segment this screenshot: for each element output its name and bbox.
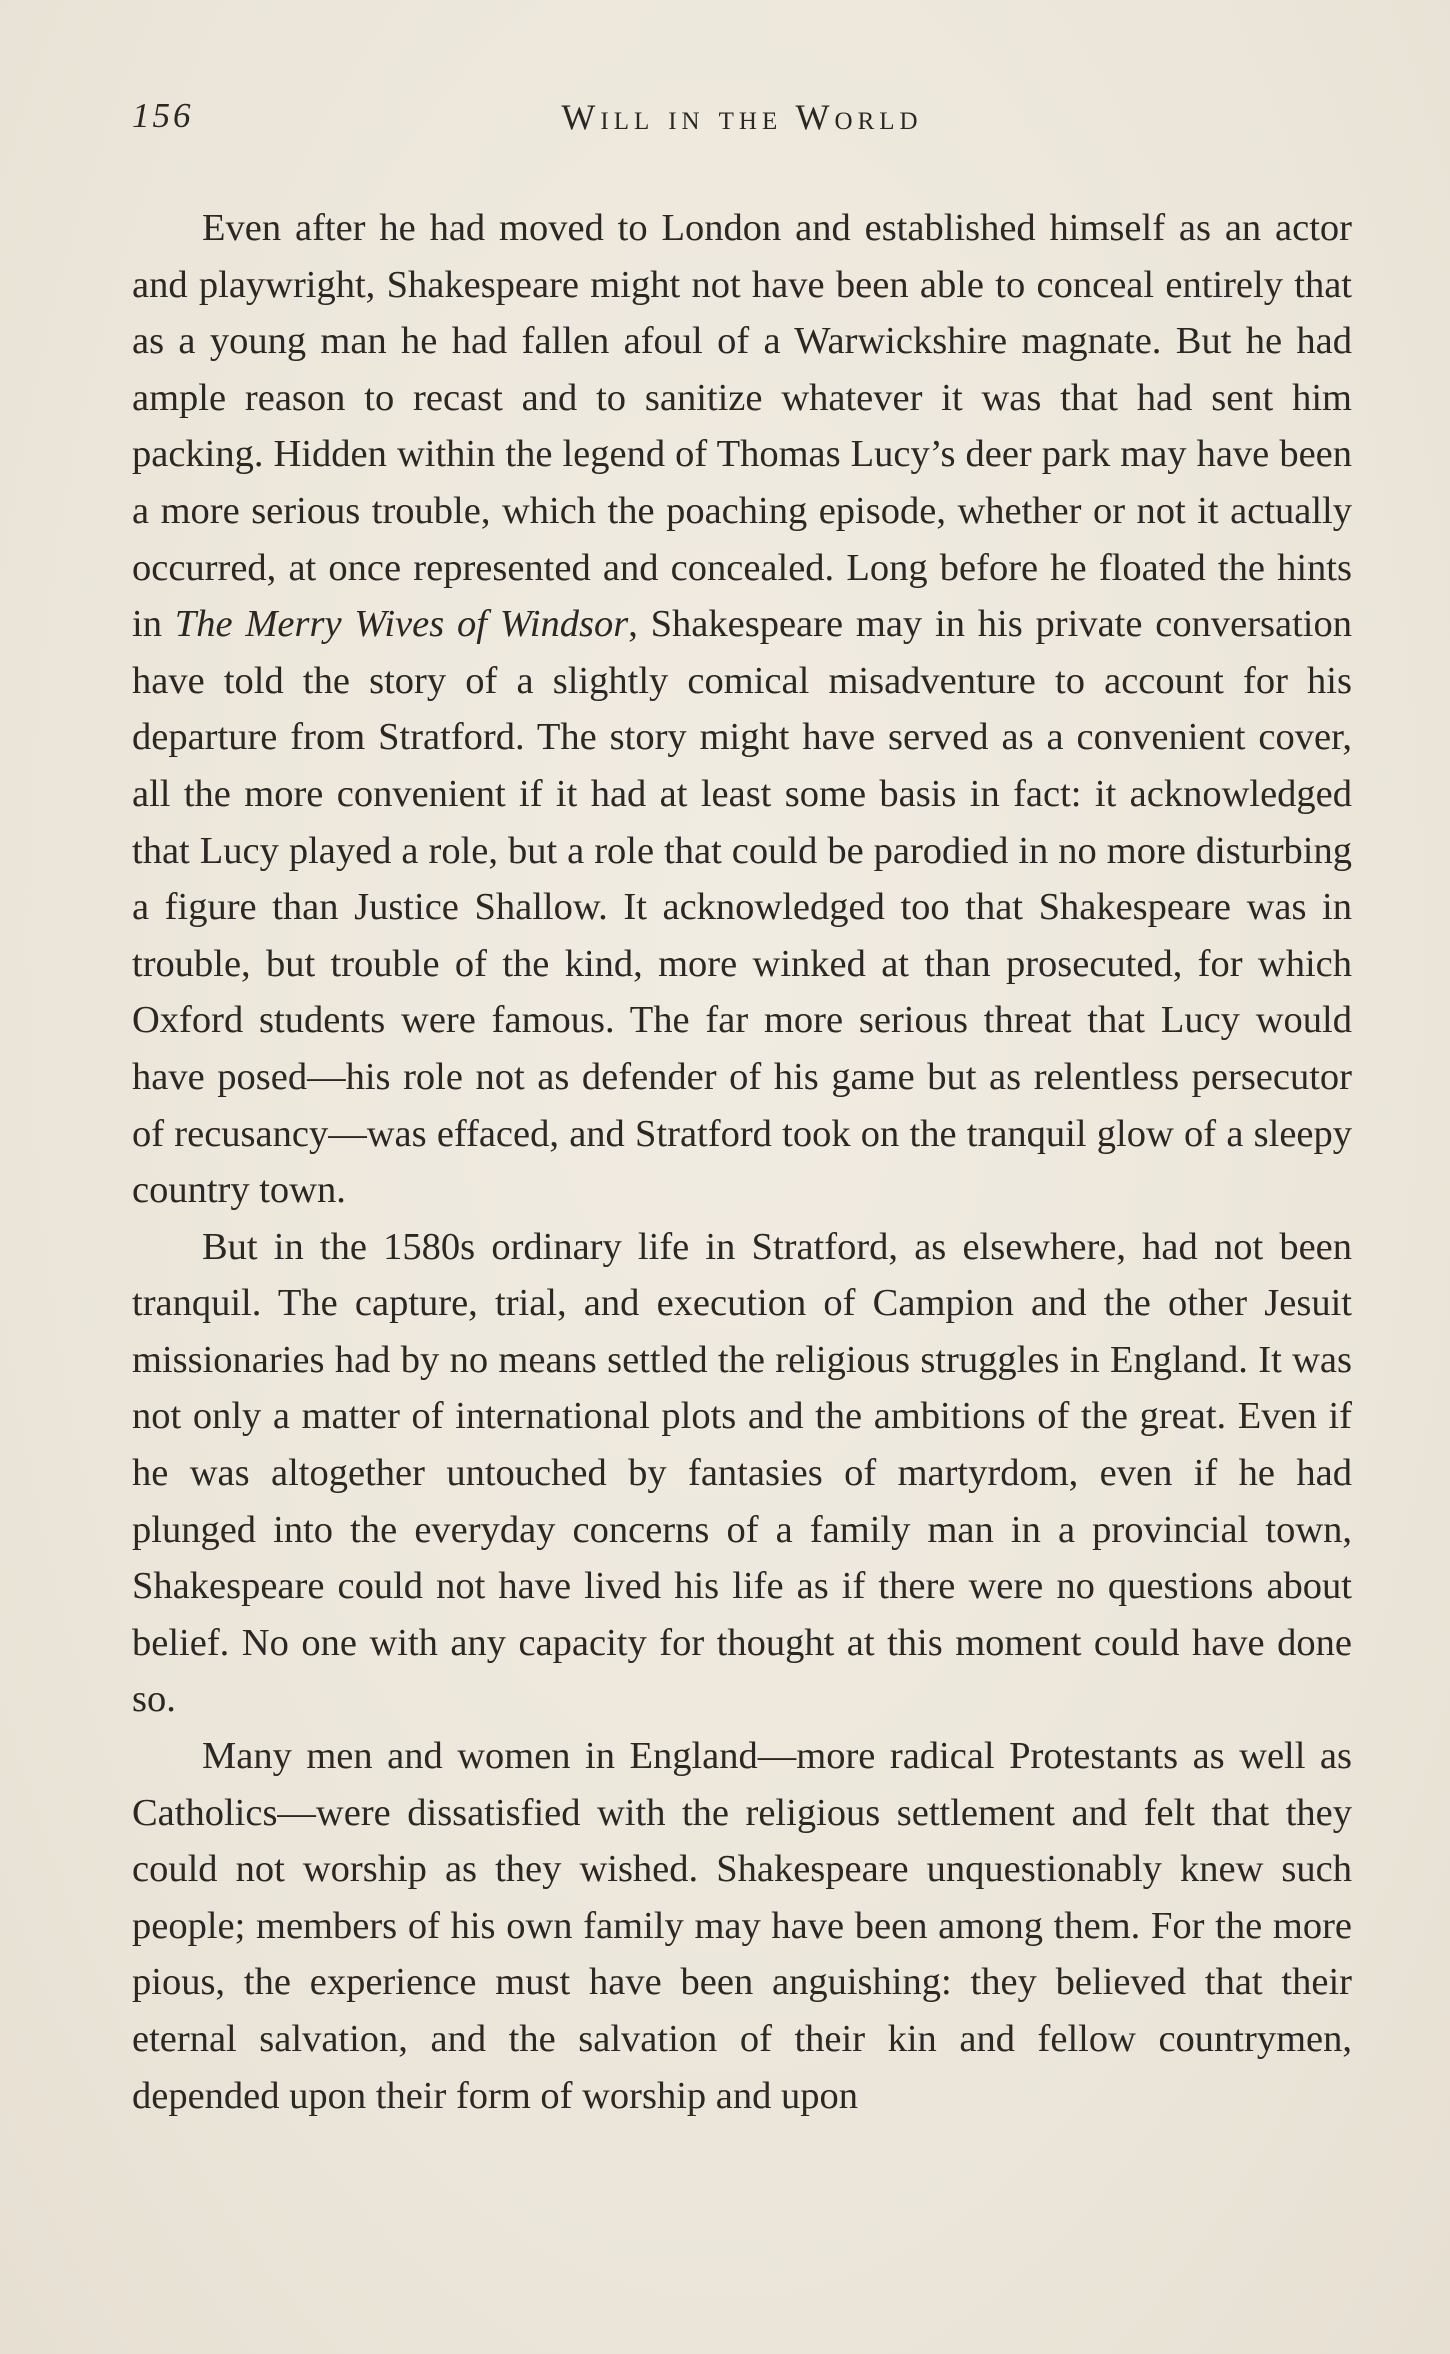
book-title-merry-wives: The Merry Wives of Windsor xyxy=(174,603,629,646)
running-title: Will in the World xyxy=(561,97,923,137)
body-text xyxy=(132,200,1352,2124)
paragraph-1 xyxy=(132,200,1352,1219)
page-header xyxy=(132,96,1352,146)
paragraph-1-text-b: , Shakespeare may in his private conversation have told the story of a slightly comical misadventure to account for his departure from Stratford. The story might have served as a convenient cover, all the more convenient if it had at least some basis in fact: it acknowledged that Lucy played a role, but a role that could be parodied in no more disturbing a figure than Justice Shallow. It acknowledged too that Shakespeare was in trouble, but trouble of the kind, more winked at than prosecuted, for which Oxford students were famous. The far more serious threat that Lucy would have posed—his role not as defender of his game but as relentless persecutor of recusancy—was effaced, and Stratford took on the tranquil glow of a sleepy country town. xyxy=(132,603,1352,1212)
paragraph-2-text: But in the 1580s ordinary life in Stratford, as elsewhere, had not been tranquil. The capture, trial, and execution of Campion and the other Jesuit missionaries had by no means settled the religious struggles in England. It was not only a matter of international plots and the ambitions of the great. Even if he was altogether untouched by fantasies of martyrdom, even if he had plunged into the everyday concerns of a family man in a provincial town, Shakespeare could not have lived his life as if there were no questions about belief. No one with any capacity for thought at this moment could have done so. xyxy=(132,1225,1352,1721)
paragraph-3-text: Many men and women in England—more radical Protestants as well as Catholics—were dissatisfied with the religious settlement and felt that they could not worship as they wished. Shakespeare unquestionably knew such people; members of his own family may have been among them. For the more pious, the experience must have been anguishing: they believed that their eternal salvation, and the salvation of their kin and fellow countrymen, depended upon their form of worship and upon xyxy=(132,1735,1352,2117)
paragraph-1-text-a: Even after he had moved to London and established himself as an actor and playwright, Shakespeare might not have been able to conceal entirely that as a young man he had fallen afoul of a Warwickshire magnate. But he had ample reason to recast and to sanitize whatever it was that had sent him packing. Hidden within the legend of Thomas Lucy’s deer park may have been a more serious trouble, which the poaching episode, whether or not it actually occurred, at once represented and concealed. Long before he floated the hints in xyxy=(132,207,1352,646)
paragraph-2 xyxy=(132,1219,1352,1728)
page-number: 156 xyxy=(132,96,194,135)
paragraph-3 xyxy=(132,1728,1352,2124)
